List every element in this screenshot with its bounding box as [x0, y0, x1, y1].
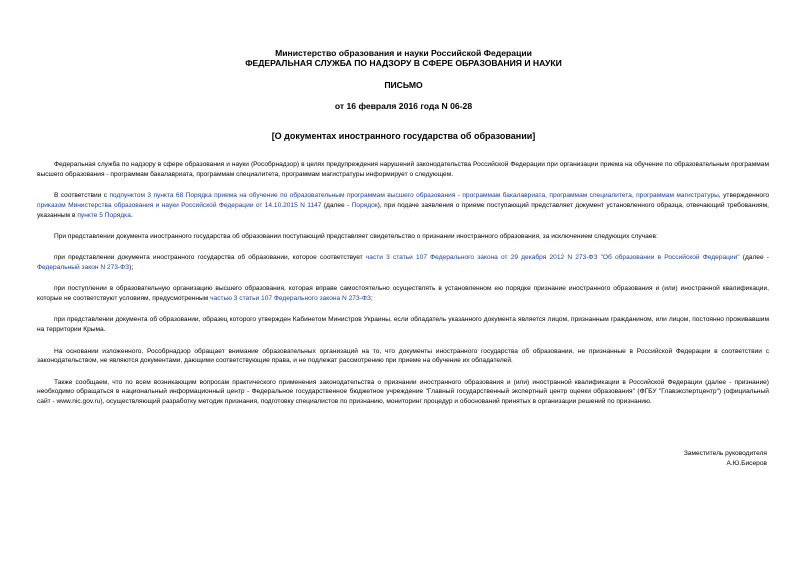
service-name: ФЕДЕРАЛЬНАЯ СЛУЖБА ПО НАДЗОРУ В СФЕРЕ ОБРАЗОВАНИЯ И НАУКИ — [245, 58, 562, 68]
paragraph-rules — [37, 191, 769, 220]
ministry-name: Министерство образования и науки Российской Федерации — [275, 48, 532, 58]
paragraph-intro: Федеральная служба по надзору в сфере образования и науки (Рособрнадзор) в целях предупреждения нарушений законодательства Российской Федерации при организации приема на обучение по образовательным программам высшего образования - программам бакалавриата, программам специалитета, программам магистратуры информирует о следующем. — [37, 161, 769, 178]
text-run: (далее - — [321, 201, 352, 209]
document-title: [О документах иностранного государства об образовании] — [271, 131, 536, 141]
link-procedure[interactable]: Порядок — [351, 201, 378, 209]
paragraph-contact: Также сообщаем, что по всем возникающим вопросам практического применения законодательства о признании иностранного образования и (или) иностранной квалификации в Российской Федерации (далее - признание) необходимо обращаться в национальный информационный центр - Федеральное государственное бюджетное учреждение "Главный государственный экспертный центр оценки образования" (ФГБУ "Главэкспертцентр") (официальный сайт - www.nic.gov.ru), осуществляющий разработку методик признания, подготовку специалистов по признанию, мониторинг процедур и обоснований принятых в организации решений по признанию. — [37, 378, 769, 406]
paragraph-case-3: при представлении документа об образовании, образец которого утвержден Кабинетом Министров Украины, если обладатель указанного документа является лицом, признанным гражданином, или лицом, постоянно проживавшим на территории Крыма. — [37, 316, 769, 334]
link-order-1147[interactable]: приказом Министерства образования и науки Российской Федерации от 14.10.2015 N 1147 — [37, 201, 322, 209]
text-run: при поступлении в образовательную организацию высшего образования, которая вправе самостоятельно осуществлять в установленном ею порядке признание иностранного образования и (или) иностранной квалификации, которые не соответствуют условиям, предусмотренным — [37, 285, 769, 303]
text-run: (далее - — [739, 254, 769, 262]
text-run: . — [130, 211, 133, 219]
link-part-3-article-107-law-273[interactable]: частью 3 статьи 107 Федерального закона N 273-ФЗ — [210, 295, 371, 303]
text-run: при представлении документа иностранного государства об образовании, которое соответствует — [54, 254, 366, 262]
text-run: ), при подаче заявления о приеме поступающий представляет документ установленного образца, отвечающий требованиям, указанным в — [37, 201, 769, 219]
text-run: ; — [370, 295, 373, 303]
link-part-3-article-107[interactable]: части 3 статьи 107 Федерального закона от 29 декабря 2012 N 273-ФЗ "Об образовании в Российской Федерации" — [365, 254, 740, 262]
document-date: от 16 февраля 2016 года N 06-28 — [334, 101, 473, 111]
text-run: В соответствии с — [54, 192, 110, 200]
paragraph-exceptions: При представлении документа иностранного государства об образовании поступающий представляет свидетельство о признании иностранного образования, за исключением следующих случаев: — [54, 232, 658, 240]
signer-name: А.Ю.Бисеров — [726, 460, 767, 467]
document-body — [37, 160, 769, 419]
document-type: ПИСЬМО — [384, 80, 423, 90]
text-run: , утвержденного — [718, 192, 770, 200]
paragraph-case-2 — [37, 284, 769, 304]
signature-block — [684, 449, 767, 469]
signer-position: Заместитель руководителя — [683, 450, 767, 457]
text-run: ); — [129, 264, 134, 272]
paragraph-case-1 — [37, 253, 769, 273]
link-subclause-3-clause-68[interactable]: подпунктом 3 пункта 68 Порядка приема на обучение по образовательным программам высшего образования - программам бакалавриата, программам специалитета, программам магистратуры — [109, 192, 719, 200]
link-clause-5-procedure[interactable]: пункте 5 Порядка — [77, 211, 131, 219]
link-federal-law-273[interactable]: Федеральный закон N 273-ФЗ — [37, 264, 130, 272]
paragraph-conclusion: На основании изложенного, Рособрнадзор обращает внимание образовательных организаций на то, что документы иностранного государства об образовании, не признанные в Российской Федерации в соответствии с законодательством, не являются документами, дающими соответствующие права, и не подлежат рассмотрению при приеме на обучение их обладателей. — [37, 347, 769, 365]
